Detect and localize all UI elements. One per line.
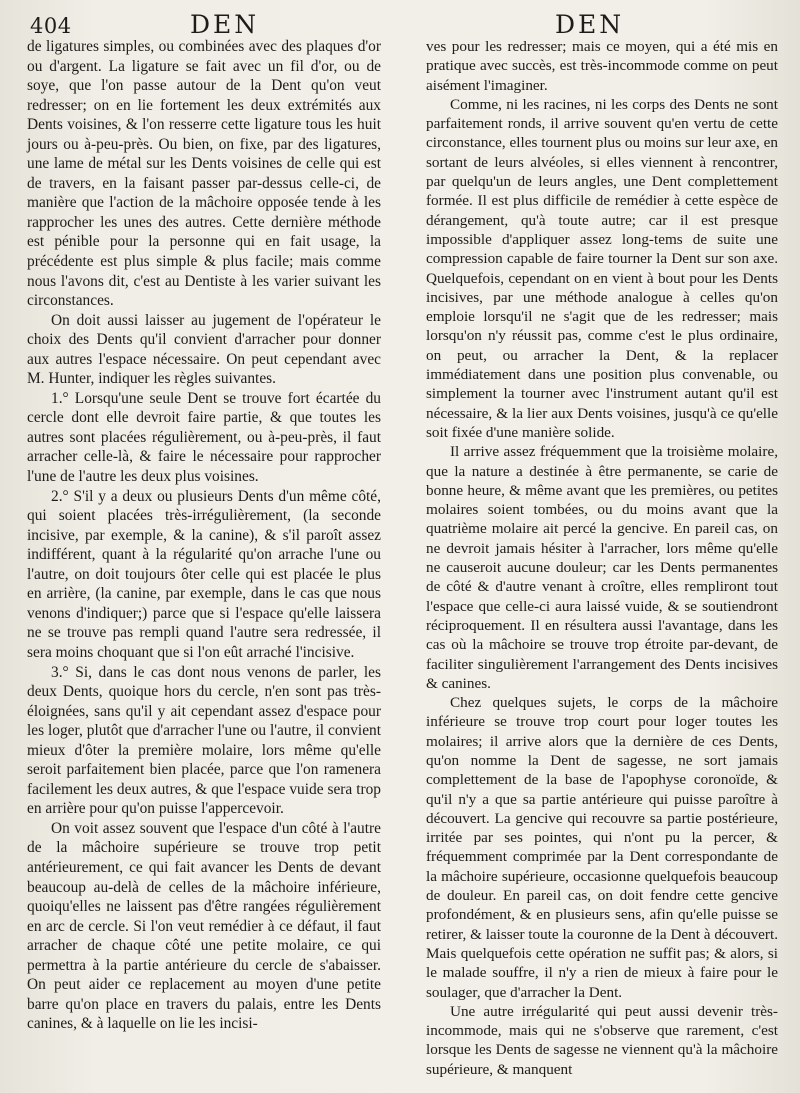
paragraph: Une autre irrégularité qui peut aussi devenir très-incommode, mais qui ne s'observe que rarement, c'est lorsque les Dents de sagesse ne viennent qu'à la mâchoire supérieure, & manquent <box>426 1002 778 1078</box>
paragraph: On doit aussi laisser au jugement de l'opérateur le choix des Dents qu'il convient d'arracher pour donner aux autres l'espace nécessaire. On peut cependant avec M. Hunter, indiquer les règles suivantes. <box>27 311 381 388</box>
paragraph: ves pour les redresser; mais ce moyen, qui a été mis en pratique avec succès, est très-incommode comme on peut aisément l'imaginer. <box>426 38 778 94</box>
paragraph: 1.° Lorsqu'une seule Dent se trouve fort écartée du cercle dont elle devroit faire partie, & que toutes les autres sont placées régulièrement, ou à-peu-près, il faut arracher celle-là, & faire le nécessaire pour rapprocher l'une de l'autre les deux plus voisines. <box>27 389 381 486</box>
running-head-left: DEN <box>190 10 260 39</box>
paragraph: 2.° S'il y a deux ou plusieurs Dents d'un même côté, qui soient placées très-irrégulièrement, (la seconde incisive, par exemple, & la canine), & s'il paroît assez indifférent, quant à la régularité qu'on arrache l'une ou l'autre, on doit toujours ôter celle qui est placée le plus en arrière, (la canine, par exemple, dans le cas que nous venons d'indiquer;) parce que si l'espace qu'elle laissera ne se trouve pas rempli quand l'autre sera redressée, il sera moins choquant que si l'on eût arraché l'incisive. <box>27 487 381 661</box>
paragraph: Il arrive assez fréquemment que la troisième molaire, que la nature a destinée à être permanente, se carie de bonne heure, & même avant que les premières, ou petites molaires soient tombées, ou du moins avant que la quatrième molaire ait percé la gencive. En pareil cas, on ne devroit jamais hésiter à l'arracher, lors même qu'elle ne causeroit aucune douleur; car les Dents permanentes de côté & d'autre venant à croître, elles rempliront tout l'espace que celle-ci aura laissé vuide, & se soutiendront réciproquement. Il en résultera aussi l'avantage, dans les cas où la mâchoire se trouve trop étroite par-devant, de faciliter singulièrement l'arrangement des Dents incisives & canines. <box>426 443 778 692</box>
right-column <box>426 37 778 1079</box>
running-head-right: DEN <box>555 10 625 39</box>
paragraph: Chez quelques sujets, le corps de la mâchoire inférieure se trouve trop court pour loger toutes les molaires; il arrive alors que la dernière de ces Dents, qu'on nomme la Dent de sagesse, ne sort jamais complettement de la base de l'apophyse coronoïde, & qu'il n'y a que sa partie antérieure qui puisse paroître à découvert. La gencive qui recouvre sa partie postérieure, irritée par ses pointes, qui n'ont pu la percer, & fréquemment comprimée par la Dent correspondante de la mâchoire supérieure, occasionne quelquefois beaucoup de douleur. En pareil cas, on doit fendre cette gencive profondément, & en plusieurs sens, afin qu'elle puisse se retirer, & laisser toute la couronne de la Dent à découvert. Mais quelquefois cette opération ne suffit pas; & alors, si le malade souffre, il n'y a rien de mieux à faire pour le soulager, que d'arracher la Dent. <box>426 694 778 1001</box>
paragraph: On voit assez souvent que l'espace d'un côté à l'autre de la mâchoire supérieure se trouve trop petit antérieurement, ce qui fait avancer les Dents de devant beaucoup au-delà de celles de la mâchoire inférieure, quoiqu'elles ne laissent pas d'être rangées régulièrement en arc de cercle. Si l'on veut remédier à ce défaut, il faut arracher de chaque côté une petite molaire, ce qui permettra à la partie antérieure du cercle de s'abaisser. On peut aider ce replacement au moyen d'une petite barre qu'on place en travers du palais, entre les Dents canines, & à laquelle on lie les incisi- <box>27 819 381 1033</box>
page-number: 404 <box>30 14 72 38</box>
paragraph: de ligatures simples, ou combinées avec des plaques d'or ou d'argent. La ligature se fait avec un fil d'or, ou de soye, que l'on passe autour de la Dent qu'on veut redresser; on en lie fortement les deux extrémités aux Dents voisines, & l'on resserre cette ligature tous les huit jours ou à-peu-près. Ou bien, on fixe, par des ligatures, une lame de métal sur les Dents voisines de celle qui est de travers, en la faisant passer par-dessus celle-ci, de manière que l'action de la mâchoire opposée tende à les rapprocher les unes des autres. Cette dernière méthode est pénible pour la personne qui en fait usage, la précédente est plus simple & plus facile; mais comme nous l'avons dit, c'est au Dentiste à les varier suivant les circonstances. <box>27 38 381 310</box>
page-header <box>0 4 800 38</box>
paragraph: 3.° Si, dans le cas dont nous venons de parler, les deux Dents, quoique hors du cercle, n'en sont pas très-éloignées, sans qu'il y ait cependant assez d'espace pour les loger, plutôt que d'arracher l'une ou l'autre, il convient mieux d'ôter la première molaire, lors même qu'elle seroit parfaitement bien placée, parce que l'on ramenera facilement les deux autres, & que l'espace vuide sera trop en arrière pour qu'on puisse l'appercevoir. <box>27 663 381 818</box>
paragraph: Comme, ni les racines, ni les corps des Dents ne sont parfaitement ronds, il arrive souvent qu'en vertu de cette circonstance, elles tournent plus ou moins sur leur axe, en sortant de leurs alvéoles, si elles viennent à rencontrer, par quelqu'un de leurs angles, une Dent complettement formée. Il est plus difficile de remédier à cette espèce de dérangement, qu'à toute autre; car il est presque impossible d'appliquer assez long-tems de suite une compression capable de faire tourner la Dent sur son axe. Quelquefois, cependant on en vient à bout pour les Dents incisives, par une méthode analogue à celles qu'on emploie lorsqu'il ne s'agit que de les redresser; mais lorsqu'on n'y réussit pas, comme c'est le plus ordinaire, on peut, ou arracher la Dent, & la replacer immédiatement dans une position plus convenable, ou simplement la tourner avec l'instrument autant qu'il est nécessaire, & la lier aux Dents voisines, jusqu'à ce qu'elle soit fixée d'une manière solide. <box>426 95 778 441</box>
left-column <box>27 37 381 1034</box>
